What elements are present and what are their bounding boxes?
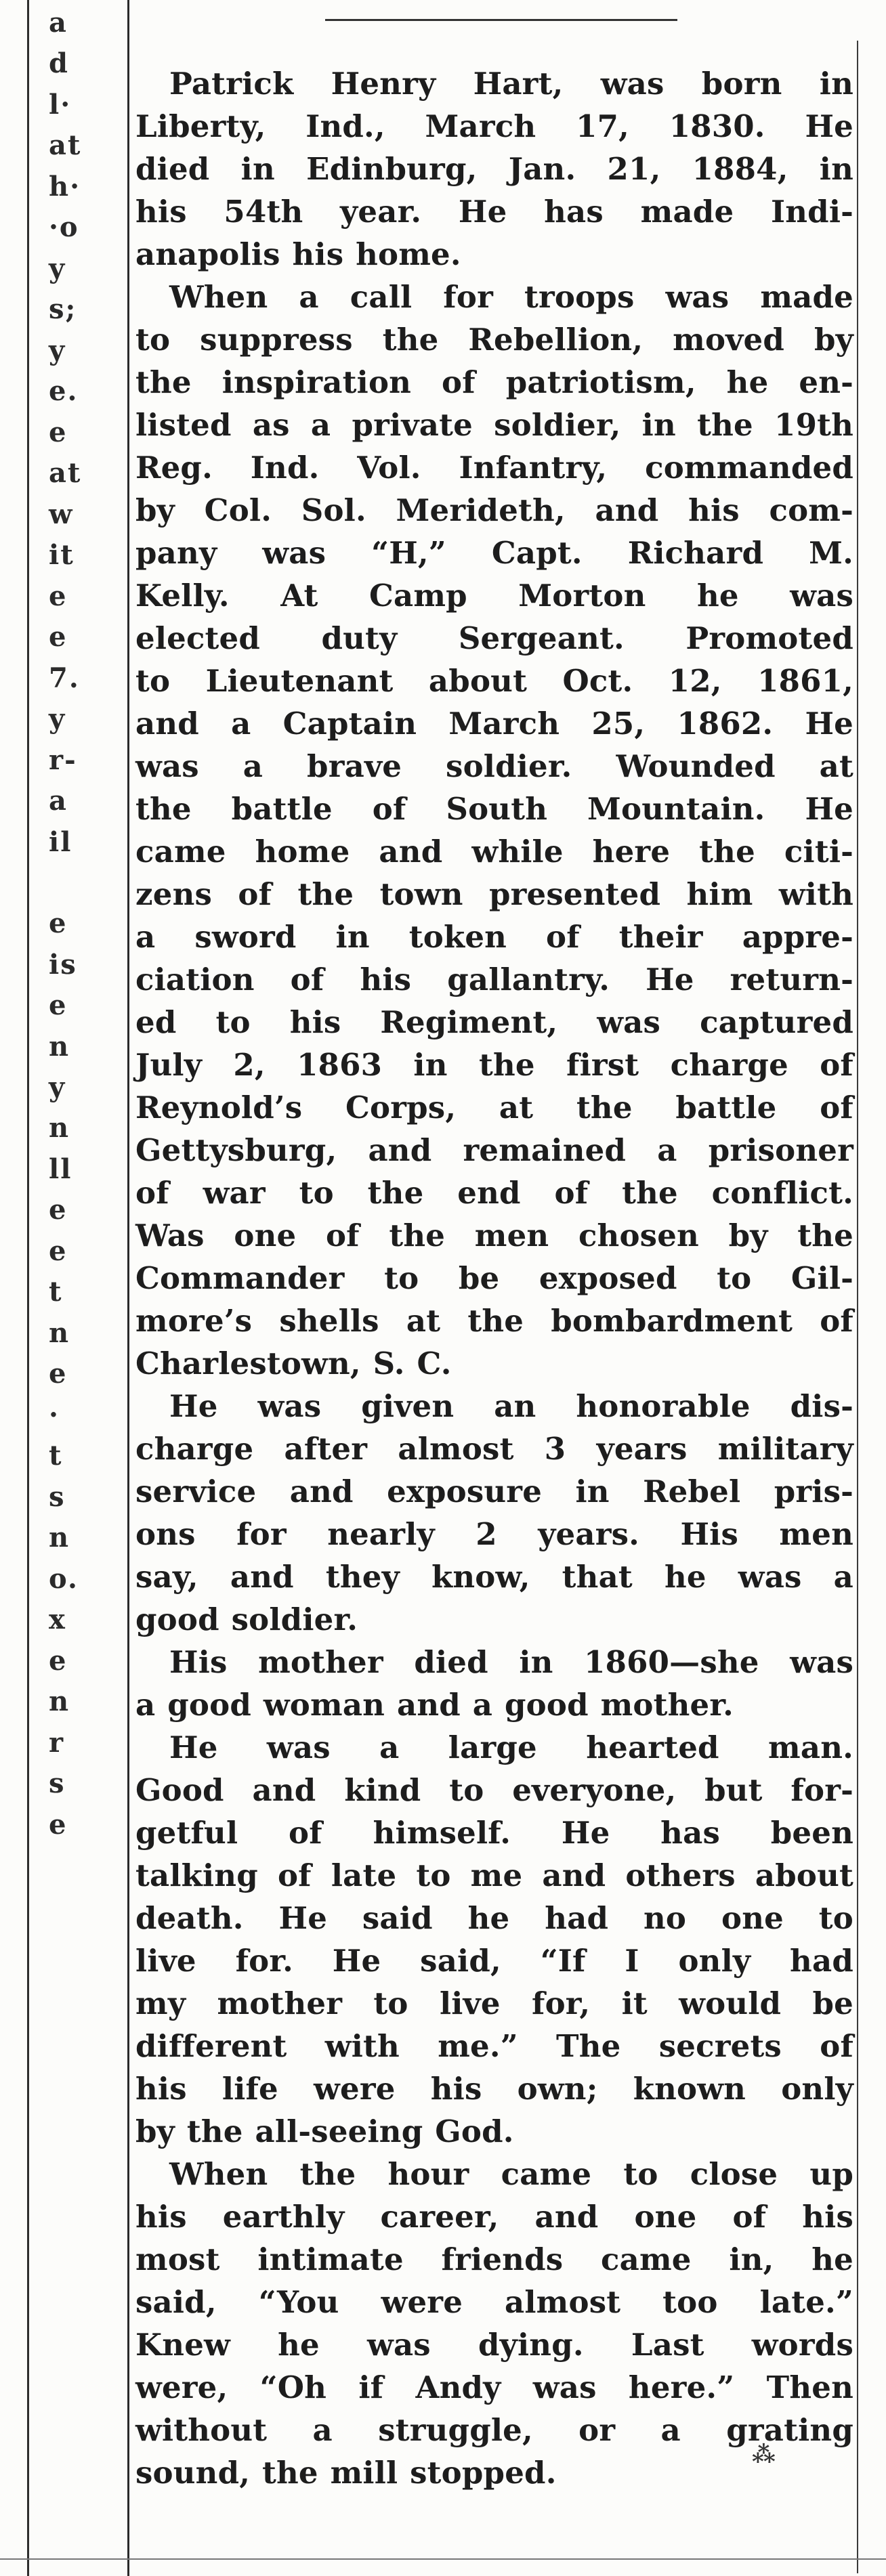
article-line: different with me.” The secrets of	[135, 2028, 853, 2064]
article-line: ciation of his gallantry. He return-	[135, 962, 853, 997]
bottom-rule	[0, 2558, 886, 2560]
fragment-text: l·	[49, 88, 72, 121]
article-line: was a brave soldier. Wounded at	[135, 748, 853, 784]
article-line: Was one of the men chosen by the	[135, 1218, 853, 1253]
fragment-text: o.	[49, 1562, 79, 1595]
fragment-text: y	[49, 703, 66, 735]
fragment-text: is	[49, 948, 77, 981]
article-line: listed as a private soldier, in the 19th	[135, 407, 853, 443]
article-line: a sword in token of their appre-	[135, 919, 853, 955]
article-line: by the all-seeing God.	[135, 2113, 514, 2149]
article-line: Commander to be exposed to Gil-	[135, 1260, 853, 1296]
article-line: of war to the end of the conflict.	[135, 1175, 853, 1211]
article-line: service and exposure in Rebel pris-	[135, 1474, 853, 1509]
fragment-text: y	[49, 334, 66, 366]
article-line: death. He said he had no one to	[135, 1900, 853, 1936]
fragment-text: a	[49, 7, 68, 39]
article-line: most intimate friends came in, he	[135, 2241, 853, 2277]
adjacent-column-fragments	[49, 0, 123, 2576]
fragment-text: e.	[49, 375, 79, 408]
fragment-text: s	[49, 1480, 66, 1513]
article-line: His mother died in 1860—she was	[169, 1644, 853, 1680]
article-line: his earthly career, and one of his	[135, 2199, 853, 2235]
article-line: zens of the town presented him with	[135, 876, 853, 912]
fragment-text: r	[49, 1726, 65, 1759]
article-line: Charlestown, S. C.	[135, 1346, 452, 1381]
fragment-text: il	[49, 825, 72, 858]
fragment-text: n	[49, 1112, 70, 1144]
fragment-text: ll	[49, 1153, 72, 1185]
fragment-text: e	[49, 621, 68, 653]
article-line: Good and kind to everyone, but for-	[135, 1772, 853, 1808]
article-line: He was a large hearted man.	[169, 1730, 853, 1765]
article-line: live for. He said, “If I only had	[135, 1943, 853, 1979]
fragment-text: y	[49, 252, 66, 284]
article-line: When the hour came to close up	[169, 2156, 853, 2192]
fragment-text: it	[49, 539, 75, 572]
fragment-text: x	[49, 1604, 66, 1636]
fragment-text: e	[49, 1808, 68, 1841]
article-line: say, and they know, that he was a	[135, 1559, 853, 1595]
fragment-text: ·	[49, 1398, 60, 1431]
article-line: anapolis his home.	[135, 236, 461, 272]
article-line: Reynold’s Corps, at the battle of	[135, 1090, 853, 1125]
signature-asterism: ⁂	[752, 2441, 778, 2468]
column-rule	[127, 0, 129, 2576]
fragment-text: 7.	[49, 662, 80, 694]
article-line: his 54th year. He has made Indi-	[135, 194, 853, 230]
article-line: He was given an honorable dis-	[169, 1388, 853, 1424]
article-line: his life were his own; known only	[135, 2071, 853, 2107]
article-line: ed to his Regiment, was captured	[135, 1004, 853, 1040]
fragment-text: e	[49, 1194, 68, 1226]
article-line: more’s shells at the bombardment of	[135, 1303, 853, 1339]
article-line: died in Edinburg, Jan. 21, 1884, in	[135, 151, 853, 187]
article-line: my mother to live for, it would be	[135, 1985, 853, 2021]
fragment-text: d	[49, 47, 69, 80]
article-line: and a Captain March 25, 1862. He	[135, 706, 853, 742]
fragment-text: e	[49, 1644, 68, 1677]
fragment-text: e	[49, 907, 68, 940]
top-rule	[325, 19, 677, 21]
article-line: to Lieutenant about Oct. 12, 1861,	[135, 663, 853, 699]
article-line: came home and while here the citi-	[135, 834, 853, 870]
article-line: without a struggle, or a grating	[135, 2412, 853, 2448]
article-line: ons for nearly 2 years. His men	[135, 1516, 853, 1552]
article-line: were, “Oh if Andy was here.” Then	[135, 2369, 853, 2405]
obituary-article	[135, 62, 853, 2494]
fragment-text: n	[49, 1522, 70, 1554]
article-line: pany was “H,” Capt. Richard M.	[135, 535, 853, 571]
fragment-text: a	[49, 785, 68, 817]
fragment-text: t	[49, 1276, 63, 1308]
article-line: Reg. Ind. Vol. Infantry, commanded	[135, 450, 853, 486]
article-line: Kelly. At Camp Morton he was	[135, 578, 853, 614]
fragment-text: s;	[49, 293, 77, 326]
article-line: When a call for troops was made	[169, 279, 853, 315]
fragment-text: e	[49, 416, 68, 448]
article-line: sound, the mill stopped.	[135, 2455, 557, 2491]
article-body	[135, 62, 853, 2494]
article-line: to suppress the Rebellion, moved by	[135, 322, 853, 358]
fragment-text: h·	[49, 170, 81, 202]
article-line: said, “You were almost too late.”	[135, 2284, 853, 2320]
article-line: Knew he was dying. Last words	[135, 2327, 853, 2363]
fragment-text: e	[49, 1235, 68, 1267]
article-line: by Col. Sol. Merideth, and his com-	[135, 492, 853, 528]
column-rule-outer	[27, 0, 29, 2576]
fragment-text: s	[49, 1767, 66, 1800]
article-line: elected duty Sergeant. Promoted	[135, 620, 853, 656]
fragment-text: r-	[49, 744, 77, 776]
fragment-text: e	[49, 989, 68, 1022]
fragment-text: y	[49, 1071, 66, 1103]
article-line: talking of late to me and others about	[135, 1858, 853, 1893]
fragment-text: at	[49, 129, 82, 162]
fragment-text: at	[49, 457, 82, 490]
article-line: Patrick Henry Hart, was born in	[169, 66, 853, 102]
article-line: the battle of South Mountain. He	[135, 791, 853, 827]
article-line: the inspiration of patriotism, he en-	[135, 364, 853, 400]
article-line: July 2, 1863 in the first charge of	[135, 1047, 853, 1083]
column-rule-right	[857, 41, 858, 2573]
article-line: Gettysburg, and remained a prisoner	[135, 1132, 853, 1168]
fragment-text: n	[49, 1316, 70, 1349]
article-line: getful of himself. He has been	[135, 1815, 853, 1851]
article-line: charge after almost 3 years military	[135, 1431, 853, 1467]
fragment-text: n	[49, 1030, 70, 1062]
fragment-text: e	[49, 580, 68, 612]
article-line: Liberty, Ind., March 17, 1830. He	[135, 108, 853, 144]
fragment-text: e	[49, 1358, 68, 1390]
article-line: good soldier.	[135, 1602, 358, 1637]
fragment-text: t	[49, 1440, 63, 1472]
fragment-text: w	[49, 498, 74, 530]
fragment-text: ·o	[49, 211, 79, 244]
article-line: a good woman and a good mother.	[135, 1687, 734, 1723]
fragment-text: n	[49, 1686, 70, 1718]
